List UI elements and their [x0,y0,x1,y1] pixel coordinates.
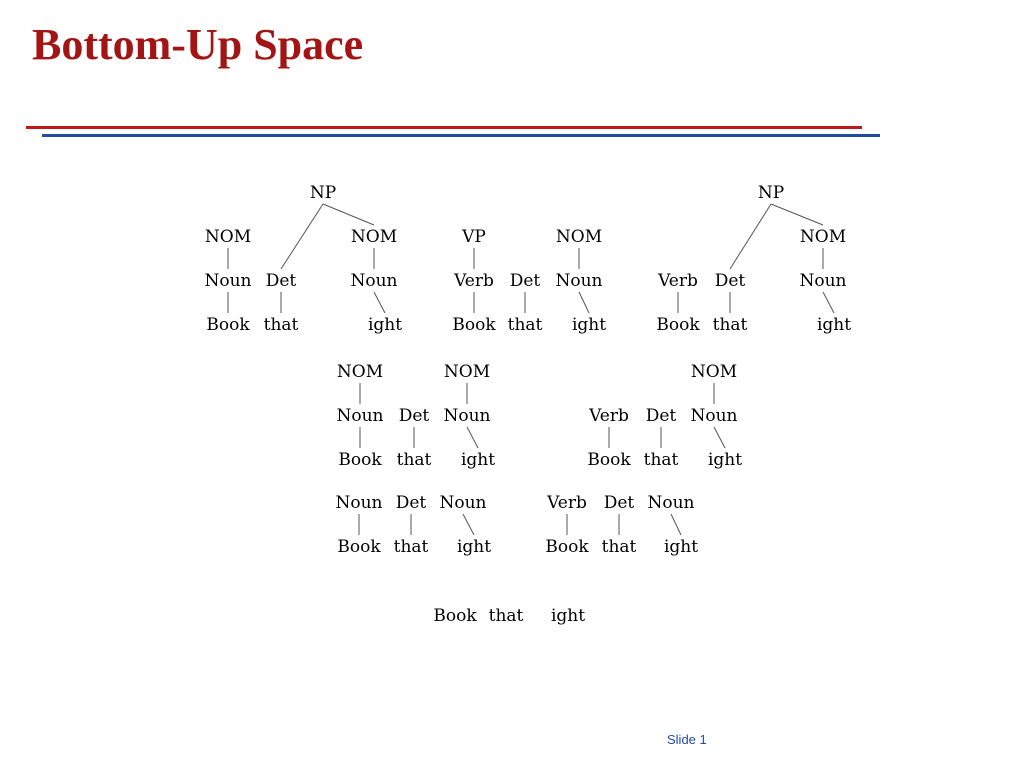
tree-node-label: Noun [443,406,491,426]
word-token: ight [367,315,403,335]
slide-title: Bottom-Up Space [32,20,364,69]
parse-nom-det-nom [336,362,495,470]
tree-edge [579,292,589,313]
word-token: that [507,315,543,335]
tree-node-label: Noun [204,271,252,291]
word-token: Book [338,450,382,470]
tree-edge [467,427,478,448]
word-token: ight [663,537,699,557]
tree-node-label: Det [398,406,430,426]
parse-verb-det-noun [545,493,698,557]
tree-edge [714,427,725,448]
word-token: ight [550,606,586,626]
tree-node-label: Verb [454,271,494,291]
word-token: Book [452,315,496,335]
word-token: ight [460,450,496,470]
tree-edge [281,204,323,269]
parse-np-nom-det-nom [204,183,402,335]
tree-edge [323,204,374,225]
tree-node-label: NOM [555,227,603,247]
tree-edge [374,292,385,313]
word-token: that [263,315,299,335]
tree-node-label: NOM [336,362,384,382]
parse-verb-det-nom [587,362,742,470]
tree-node-label: Verb [658,271,698,291]
tree-node-label: Verb [547,493,587,513]
parse-np-verb-det-nom [656,183,851,335]
word-token: Book [587,450,631,470]
word-token: ight [816,315,852,335]
tree-edge [463,514,474,535]
tree-node-label: Noun [690,406,738,426]
tree-node-label: Noun [350,271,398,291]
word-token: Book [206,315,250,335]
tree-node-label: NOM [443,362,491,382]
tree-node-label: NP [757,183,785,203]
word-token: that [601,537,637,557]
tree-node-label: Noun [647,493,695,513]
tree-node-label: NP [309,183,337,203]
parse-words [433,606,585,626]
tree-node-label: NOM [799,227,847,247]
tree-node-label: Verb [589,406,629,426]
word-token: Book [545,537,589,557]
tree-node-label: Det [603,493,635,513]
tree-node-label: NOM [204,227,252,247]
tree-node-label: Noun [335,493,383,513]
word-token: ight [571,315,607,335]
word-token: Book [433,606,477,626]
tree-edge [823,292,834,313]
tree-edge [730,204,771,269]
word-token: ight [707,450,743,470]
tree-node-label: VP [462,227,486,247]
parse-noun-det-noun [335,493,491,557]
word-token: ight [456,537,492,557]
word-token: that [712,315,748,335]
slide-number: Slide 1 [667,732,707,747]
tree-node-label: Noun [555,271,603,291]
tree-edge [671,514,681,535]
tree-node-label: Det [395,493,427,513]
tree-node-label: Det [645,406,677,426]
tree-node-label: NOM [690,362,738,382]
word-token: that [396,450,432,470]
tree-node-label: Det [265,271,297,291]
tree-node-label: Noun [336,406,384,426]
tree-edge [771,204,823,225]
tree-node-label: Noun [799,271,847,291]
tree-node-label: Det [509,271,541,291]
word-token: Book [337,537,381,557]
word-token: that [643,450,679,470]
tree-node-label: Det [714,271,746,291]
tree-node-label: NOM [350,227,398,247]
word-token: that [488,606,524,626]
parse-vp-verb-det-nom [452,227,606,335]
tree-node-label: Noun [439,493,487,513]
word-token: that [393,537,429,557]
word-token: Book [656,315,700,335]
